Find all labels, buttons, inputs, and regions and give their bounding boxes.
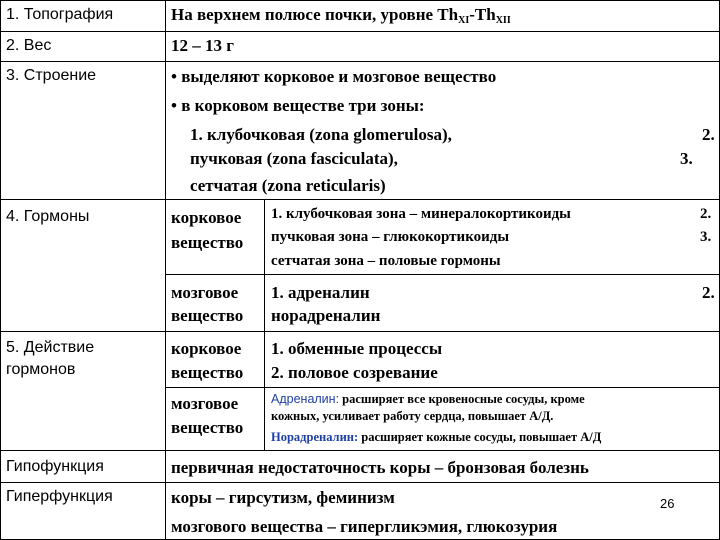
row-label-action: гормонов — [6, 361, 76, 378]
row-divider — [0, 31, 720, 32]
cortex-label: корковое — [171, 208, 242, 227]
hormone-item: пучковая зона – глюкокортикоиды — [271, 229, 510, 245]
row-divider — [0, 482, 720, 483]
table-border-top — [0, 0, 720, 1]
weight-value: 12 – 13 г — [171, 36, 234, 55]
structure-bullet: • выделяют корковое и мозговое вещество — [171, 67, 497, 86]
hyperfunction-value: коры – гирсутизм, феминизм — [171, 488, 395, 507]
hormone-number: 2. — [702, 283, 715, 302]
cortex-label: вещество — [171, 233, 244, 252]
adrenaline-term: Адреналин: — [271, 392, 340, 406]
row-label-hypofunction: Гипофункция — [6, 458, 104, 475]
noradrenaline-note: Норадреналин: расширяет кожные сосуды, повышает А/Д — [271, 430, 602, 444]
hormone-item: 1. клубочковая зона – минералокортикоиды — [271, 206, 571, 222]
hyperfunction-value: мозгового вещества – гипергликэмия, глюкозурия — [171, 517, 558, 536]
hypofunction-value: первичная недостаточность коры – бронзовая болезнь — [171, 458, 589, 477]
adrenaline-note: кожных, усиливает работу сердца, повышает А/Д. — [271, 409, 554, 423]
row-label-action: 5. Действие — [6, 339, 95, 356]
row-label-topography: 1. Топография — [6, 6, 114, 23]
row-divider — [0, 61, 720, 62]
slide-number: 26 — [660, 496, 675, 511]
zone-number: 2. — [702, 125, 715, 144]
column-divider — [165, 0, 166, 540]
row-divider — [0, 199, 720, 200]
hormone-item: норадреналин — [271, 306, 381, 325]
column-divider — [0, 0, 1, 540]
zone-item: 1. клубочковая (zona glomerulosa), — [190, 125, 452, 144]
hormone-number: 3. — [700, 229, 712, 245]
row-label-weight: 2. Вес — [6, 37, 52, 54]
structure-bullet: • в корковом веществе три зоны: — [171, 96, 425, 115]
topography-value: На верхнем полюсе почки, уровне $Th_{XI}-Th_{XII}$ — [171, 5, 511, 26]
medulla-label: вещество — [171, 306, 244, 325]
hormone-item: 1. адреналин — [271, 283, 370, 302]
zone-item: сетчатая (zona reticularis) — [190, 176, 386, 195]
medulla-label: мозговое — [171, 394, 239, 413]
zone-item: пучковая (zona fasciculata), — [190, 149, 398, 168]
action-item: 2. половое созревание — [271, 363, 438, 382]
row-label-hyperfunction: Гиперфункция — [6, 488, 113, 505]
medulla-label: вещество — [171, 418, 244, 437]
row-divider — [0, 331, 720, 332]
hormone-item: сетчатая зона – половые гормоны — [271, 253, 501, 269]
cortex-label: корковое — [171, 339, 242, 358]
row-label-hormones: 4. Гормоны — [6, 208, 90, 225]
medulla-label: мозговое — [171, 283, 239, 302]
subcolumn-divider — [264, 199, 265, 450]
adrenaline-note: Адреналин: расширяет все кровеносные сосуды, кроме — [271, 392, 585, 406]
action-item: 1. обменные процессы — [271, 339, 443, 358]
noradrenaline-term: Норадреналин: — [271, 430, 359, 444]
row-label-structure: 3. Строение — [6, 67, 97, 84]
row-divider — [0, 450, 720, 451]
row-divider — [165, 274, 720, 275]
row-divider — [165, 387, 720, 388]
cortex-label: вещество — [171, 363, 244, 382]
zone-number: 3. — [680, 149, 693, 168]
hormone-number: 2. — [700, 206, 712, 222]
